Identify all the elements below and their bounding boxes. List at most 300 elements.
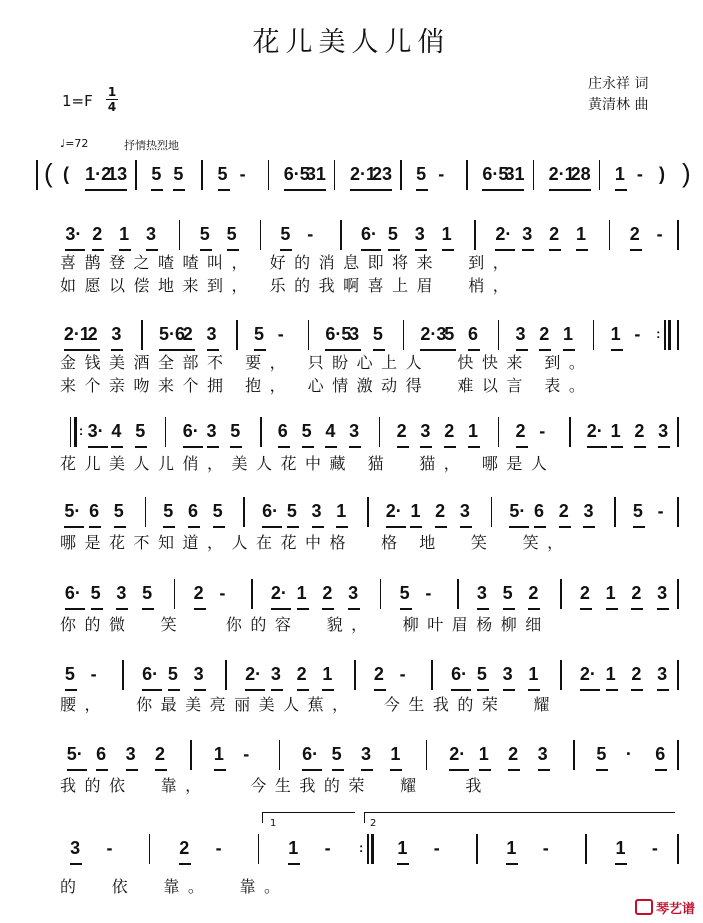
dash-note: -	[425, 583, 432, 603]
barline	[599, 160, 601, 190]
note: 5	[444, 324, 455, 344]
note: 1	[390, 744, 401, 764]
note: 2·	[579, 664, 596, 684]
beam-underline	[135, 446, 147, 448]
beam-underline	[420, 446, 432, 448]
barline	[354, 660, 356, 690]
beam-underline	[348, 608, 360, 610]
note: 4	[111, 421, 122, 441]
dash-note: -	[219, 583, 226, 603]
note: 6·	[64, 583, 81, 603]
dash-note: -	[651, 838, 658, 858]
beam-underline	[516, 446, 528, 448]
note: 5	[399, 583, 410, 603]
note: 6	[96, 744, 107, 764]
beam-underline	[116, 608, 128, 610]
note: 2·3	[420, 324, 447, 344]
beam-underline	[88, 446, 108, 448]
beam-underline	[89, 526, 101, 528]
expression-marking: 抒情热烈地	[124, 139, 179, 152]
barline	[403, 320, 405, 350]
beam-underline	[163, 526, 175, 528]
note: 23	[372, 164, 393, 184]
note: 1	[610, 421, 621, 441]
beam-underline	[449, 769, 469, 771]
beam-underline	[477, 689, 489, 691]
note: 3	[206, 421, 217, 441]
note: 2	[508, 744, 519, 764]
note: )	[658, 164, 665, 184]
note: 3	[361, 744, 372, 764]
beam-underline	[287, 526, 299, 528]
row-end-barline	[677, 834, 679, 864]
beam-underline	[410, 526, 422, 528]
beam-underline	[155, 769, 167, 771]
repeat-dots: :	[78, 423, 84, 438]
beam-underline	[325, 446, 337, 448]
beam-underline	[390, 769, 402, 771]
beam-underline	[477, 608, 489, 610]
dash-note: -	[542, 838, 549, 858]
beam-underline	[151, 189, 163, 191]
beam-underline	[657, 608, 669, 610]
note: 5·6	[158, 324, 185, 344]
note: 6·5	[482, 164, 509, 184]
beam-underline	[262, 526, 282, 528]
lyric-line: 来个亲吻来个拥 抱， 心情激动得 难以言 表。	[60, 376, 594, 395]
note: 2	[373, 664, 384, 684]
beam-underline	[271, 608, 291, 610]
beam-underline	[506, 863, 518, 865]
note: 5	[286, 501, 297, 521]
note: 5	[280, 224, 291, 244]
note: 3	[658, 421, 669, 441]
beam-underline	[207, 446, 219, 448]
note: 2	[558, 501, 569, 521]
note: 5·	[509, 501, 526, 521]
note: 6·5	[325, 324, 352, 344]
beam-underline	[615, 189, 627, 191]
note: 5	[254, 324, 265, 344]
note: 2·	[270, 583, 287, 603]
note: 2	[322, 583, 333, 603]
note: 3	[583, 501, 594, 521]
beam-underline	[658, 446, 670, 448]
beam-underline	[606, 608, 618, 610]
note: 31	[305, 164, 326, 184]
staff-row	[0, 577, 703, 617]
note: 5	[113, 501, 124, 521]
barline	[380, 579, 382, 609]
beam-underline	[397, 863, 409, 865]
beam-underline	[297, 689, 309, 691]
beam-underline	[245, 689, 265, 691]
barline	[340, 220, 342, 250]
beam-underline	[503, 689, 515, 691]
barline	[400, 160, 402, 190]
barline	[426, 740, 428, 770]
beam-underline	[504, 189, 524, 191]
beam-underline	[630, 249, 642, 251]
note: 5	[226, 224, 237, 244]
barline	[593, 320, 595, 350]
beam-underline	[522, 249, 534, 251]
beam-underline	[107, 189, 127, 191]
note: 2	[182, 324, 193, 344]
note: 5	[301, 421, 312, 441]
note: 5	[217, 164, 228, 184]
note: 2	[629, 224, 640, 244]
barline	[585, 834, 587, 864]
note: 6	[89, 501, 100, 521]
beam-underline	[611, 446, 623, 448]
note: 3	[349, 421, 360, 441]
note: 3	[116, 583, 127, 603]
note: 1	[605, 664, 616, 684]
beam-underline	[336, 526, 348, 528]
key-signature: 1=F	[62, 92, 93, 110]
note: 28	[570, 164, 591, 184]
barline	[569, 417, 571, 447]
beam-underline	[576, 249, 588, 251]
note: 2	[631, 583, 642, 603]
barline	[457, 579, 459, 609]
note: 5·	[66, 744, 83, 764]
beam-underline	[361, 769, 373, 771]
barline	[664, 320, 666, 350]
beam-underline	[183, 446, 203, 448]
lyric-line: 我的依 靠， 今生我的荣 耀 我	[60, 776, 490, 795]
dash-note: -	[634, 324, 641, 344]
note: 2	[634, 421, 645, 441]
volta-1-bracket	[262, 812, 355, 823]
lyricist-credit: 庄永祥 词	[588, 76, 649, 92]
barline	[279, 740, 281, 770]
note: 1	[467, 421, 478, 441]
beam-underline	[479, 769, 491, 771]
note: 3·	[65, 224, 82, 244]
beam-underline	[460, 526, 472, 528]
note: 3	[349, 324, 360, 344]
barline	[74, 417, 77, 447]
watermark-text: 琴艺谱	[655, 902, 695, 917]
beam-underline	[218, 189, 230, 191]
beam-underline	[451, 689, 471, 691]
lyric-line: 哪是花不知道，人在花中格 格 地 笑 笑，	[60, 533, 572, 552]
barline	[236, 320, 238, 350]
volta-2-number: 2	[370, 818, 377, 829]
repeat-dots: :	[359, 840, 364, 855]
note: 3	[111, 324, 122, 344]
note: 1	[410, 501, 421, 521]
note: 5	[163, 501, 174, 521]
beam-underline	[528, 689, 540, 691]
note: 1	[528, 664, 539, 684]
barline	[149, 834, 151, 864]
note: 2·1	[349, 164, 376, 184]
beam-underline	[214, 769, 226, 771]
note: 6·	[361, 224, 378, 244]
beam-underline	[96, 769, 108, 771]
row-end-barline	[677, 417, 679, 447]
note: 1	[610, 324, 621, 344]
beam-underline	[611, 349, 623, 351]
note: 5	[416, 164, 427, 184]
beam-underline	[372, 189, 392, 191]
note: 1	[441, 224, 452, 244]
note: 3	[502, 664, 513, 684]
note: 5	[64, 664, 75, 684]
barline	[668, 320, 671, 350]
volta-1-number: 1	[270, 818, 277, 829]
note: 6·	[182, 421, 199, 441]
barline	[371, 834, 374, 864]
beam-underline	[386, 526, 406, 528]
note: 6·5	[283, 164, 310, 184]
lyric-line: 喜鹊登之喳喳叫， 好的消息即将来 到，	[60, 253, 518, 272]
note: 1	[288, 838, 299, 858]
logo-icon	[635, 899, 653, 915]
beam-underline	[571, 189, 591, 191]
note: 3	[522, 224, 533, 244]
beam-underline	[114, 526, 126, 528]
note: 3	[70, 838, 81, 858]
note: 3	[193, 664, 204, 684]
note: 5·	[64, 501, 81, 521]
beam-underline	[322, 608, 334, 610]
note: 2	[515, 421, 526, 441]
note: 2·	[449, 744, 466, 764]
barline	[431, 660, 433, 690]
site-watermark	[635, 898, 695, 917]
note: 2	[87, 324, 98, 344]
beam-underline	[606, 689, 618, 691]
barline	[145, 497, 147, 527]
tempo-marking: ♩=72	[60, 137, 89, 150]
note: 6	[187, 501, 198, 521]
beam-underline	[583, 526, 595, 528]
beam-underline	[67, 769, 87, 771]
beam-underline	[528, 608, 540, 610]
note: 2	[296, 664, 307, 684]
barline	[122, 660, 124, 690]
note: 3	[206, 324, 217, 344]
note: ·	[625, 744, 632, 764]
note: 1	[614, 164, 625, 184]
beam-underline	[142, 689, 162, 691]
note: 5	[167, 664, 178, 684]
row-end-barline	[677, 320, 679, 350]
beam-underline	[288, 863, 300, 865]
barline	[135, 160, 137, 190]
dash-note: -	[433, 838, 440, 858]
beam-underline	[559, 526, 571, 528]
note: 2	[579, 583, 590, 603]
note: 2·	[245, 664, 262, 684]
beam-underline	[468, 446, 480, 448]
beam-underline	[278, 446, 290, 448]
dash-note: -	[656, 224, 663, 244]
note: 3	[657, 583, 668, 603]
beam-underline	[111, 446, 123, 448]
beam-underline	[634, 446, 646, 448]
beam-underline	[173, 189, 185, 191]
note: 5	[135, 421, 146, 441]
lyric-line: 如愿以偿地来到， 乐的我啊喜上眉 梢，	[60, 276, 518, 295]
beam-underline	[631, 608, 643, 610]
note: 6	[655, 744, 666, 764]
note: 5	[199, 224, 210, 244]
note: 1	[397, 838, 408, 858]
beam-underline	[142, 608, 154, 610]
barline	[560, 660, 562, 690]
beam-underline	[91, 608, 103, 610]
note: 13	[107, 164, 128, 184]
note: 5	[502, 583, 513, 603]
note: 2	[435, 501, 446, 521]
note: 3	[348, 583, 359, 603]
note: 6	[534, 501, 545, 521]
note: 4	[325, 421, 336, 441]
note: 6·	[451, 664, 468, 684]
note: 1	[605, 583, 616, 603]
note: 1	[322, 664, 333, 684]
staff-row	[0, 832, 703, 872]
barline	[560, 579, 562, 609]
barline	[251, 579, 253, 609]
note: 2·	[586, 421, 603, 441]
barline	[141, 320, 143, 350]
dash-note: -	[90, 664, 97, 684]
note: 5	[476, 664, 487, 684]
note: (	[63, 164, 70, 184]
note: 6	[467, 324, 478, 344]
barline	[268, 160, 270, 190]
beam-underline	[444, 446, 456, 448]
note: 3	[414, 224, 425, 244]
lyric-line: 的 依 靠。 靠。	[60, 877, 289, 896]
note: 3·	[87, 421, 104, 441]
barline	[179, 220, 181, 250]
note: 3	[459, 501, 470, 521]
beam-underline	[534, 526, 546, 528]
time-signature	[106, 86, 118, 113]
note: 3	[537, 744, 548, 764]
composer-credit: 黄清林 曲	[588, 97, 649, 113]
staff-row	[0, 158, 703, 198]
beam-underline	[70, 863, 82, 865]
beam-underline	[596, 769, 608, 771]
barline	[201, 160, 203, 190]
barline	[334, 160, 336, 190]
note: 2	[444, 421, 455, 441]
beam-underline	[332, 769, 344, 771]
time-signature-top: 1	[107, 85, 117, 99]
beam-underline	[65, 689, 77, 691]
beam-underline	[400, 608, 412, 610]
beam-underline	[615, 863, 627, 865]
note: 2	[631, 664, 642, 684]
staff-row	[0, 495, 703, 535]
beam-underline	[213, 526, 225, 528]
note: 2	[155, 744, 166, 764]
barline	[260, 220, 262, 250]
note: 5	[173, 164, 184, 184]
note: 2	[193, 583, 204, 603]
barline	[476, 834, 478, 864]
note: 1	[575, 224, 586, 244]
note: 3	[476, 583, 487, 603]
beam-underline	[322, 689, 334, 691]
note: 5	[212, 501, 223, 521]
barline	[498, 320, 500, 350]
lyric-line: 花儿美人儿俏，美人花中藏 猫 猫， 哪是人	[60, 454, 556, 473]
barline	[491, 497, 493, 527]
note: 1	[563, 324, 574, 344]
barline	[70, 417, 72, 447]
song-title: 花儿美人儿俏	[252, 27, 451, 58]
barline	[367, 834, 369, 864]
staff-row	[0, 738, 703, 778]
barline	[609, 220, 611, 250]
beam-underline	[580, 608, 592, 610]
barline	[533, 160, 535, 190]
note: 3	[657, 664, 668, 684]
dash-note: -	[399, 664, 406, 684]
beam-underline	[126, 769, 138, 771]
beam-underline	[297, 608, 309, 610]
barline	[260, 417, 262, 447]
barline	[258, 834, 260, 864]
note: 5	[372, 324, 383, 344]
beam-underline	[397, 446, 409, 448]
barline	[190, 740, 192, 770]
note: 1	[506, 838, 517, 858]
note: 31	[504, 164, 525, 184]
beam-underline	[503, 608, 515, 610]
repeat-dots: :	[656, 326, 661, 341]
beam-underline	[230, 446, 242, 448]
row-end-barline	[36, 160, 38, 190]
barline	[165, 417, 167, 447]
beam-underline	[306, 189, 326, 191]
dash-note: -	[307, 224, 314, 244]
beam-underline	[65, 608, 85, 610]
beam-underline	[194, 689, 206, 691]
beam-underline	[64, 526, 84, 528]
note: 2	[92, 224, 103, 244]
note: 1	[615, 838, 626, 858]
row-end-barline	[677, 660, 679, 690]
beam-underline	[631, 689, 643, 691]
beam-underline	[435, 526, 447, 528]
barline	[573, 740, 575, 770]
note: 5	[90, 583, 101, 603]
note: 2	[528, 583, 539, 603]
dash-note: -	[657, 501, 664, 521]
beam-underline	[168, 689, 180, 691]
beam-underline	[580, 689, 600, 691]
note: 3	[420, 421, 431, 441]
note: 5	[230, 421, 241, 441]
barline	[614, 497, 616, 527]
note: 2·	[495, 224, 512, 244]
note: 6	[277, 421, 288, 441]
note: 3	[515, 324, 526, 344]
note: 2	[539, 324, 550, 344]
beam-underline	[508, 769, 520, 771]
note: 5	[151, 164, 162, 184]
